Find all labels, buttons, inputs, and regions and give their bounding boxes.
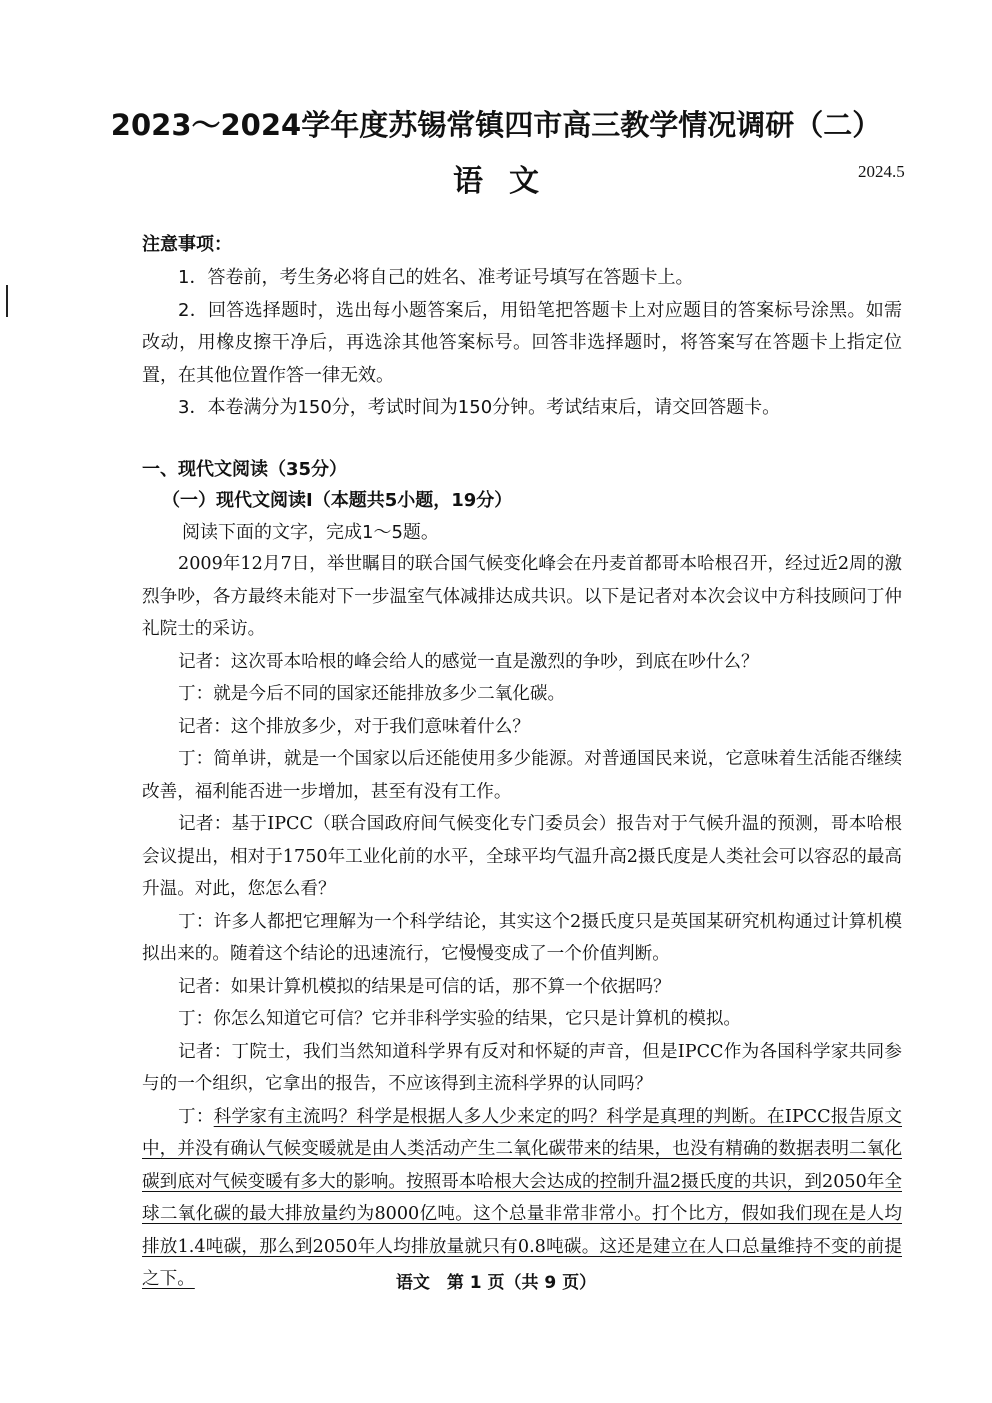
passage-paragraph: 丁：许多人都把它理解为一个科学结论，其实这个2摄氏度只是英国某研究机构通过计算机模拟出来的。随着这个结论的迅速流行，它慢慢变成了一个价值判断。: [142, 911, 902, 964]
passage-paragraph: 丁：简单讲，就是一个国家以后还能使用多少能源。对普通国民来说，它意味着生活能否继续改善，福利能否进一步增加，甚至有没有工作。: [142, 749, 902, 802]
passage-paragraph: 2009年12月7日，举世瞩目的联合国气候变化峰会在丹麦首都哥本哈根召开，经过近2周的激烈争吵，各方最终未能对下一步温室气体减排达成共识。以下是记者对本次会议中方科技顾问丁仲礼院士的采访。: [142, 554, 902, 639]
passage-paragraph: 丁：就是今后不同的国家还能排放多少二氧化碳。: [178, 684, 566, 704]
notes-heading: 注意事项：: [142, 234, 232, 255]
note-item: 2．回答选择题时，选出每小题答案后，用铅笔把答题卡上对应题目的答案标号涂黑。如需改动，用橡皮擦干净后，再选涂其他答案标号。回答非选择题时，将答案写在答题卡上指定位置，在其他位置作答一律无效。: [142, 299, 902, 386]
passage-paragraph: 记者：这次哥本哈根的峰会给人的感觉一直是激烈的争吵，到底在吵什么？: [178, 651, 759, 672]
reading-passage: [142, 548, 902, 1296]
notes-list: [142, 262, 902, 425]
passage-paragraph: 记者：丁院士，我们当然知道科学界有反对和怀疑的声音，但是IPCC作为各国科学家共同参与的一个组织，它拿出的报告，不应该得到主流科学界的认同吗？: [142, 1041, 902, 1094]
speaker-label: 丁：: [178, 1106, 214, 1127]
section-subheading: （一）现代文阅读Ⅰ（本题共5小题，19分）: [162, 490, 513, 511]
exam-title: 2023～2024学年度苏锡常镇四市高三教学情况调研（二）: [110, 108, 882, 142]
scan-margin-mark: [6, 285, 8, 317]
section-heading: 一、现代文阅读（35分）: [142, 459, 348, 480]
note-item: 1．答卷前，考生务必将自己的姓名、准考证号填写在答题卡上。: [178, 267, 694, 288]
exam-date: 2024.5: [858, 162, 905, 181]
passage-paragraph: 记者：如果计算机模拟的结果是可信的话，那不算一个依据吗？: [178, 976, 671, 997]
subject-title: 语文: [453, 164, 565, 199]
passage-paragraph-underlined: [142, 1101, 902, 1296]
passage-paragraph: 记者：基于IPCC（联合国政府间气候变化专门委员会）报告对于气候升温的预测，哥本哈根会议提出，相对于1750年工业化前的水平，全球平均气温升高2摄氏度是人类社会可以容忍的最高升温。对此，您怎么看？: [142, 814, 902, 899]
passage-paragraph: 丁：你怎么知道它可信？它并非科学实验的结果，它只是计算机的模拟。: [178, 1009, 742, 1029]
underlined-text: 科学家有主流吗？科学是根据人多人少来定的吗？科学是真理的判断。在IPCC报告原文中，并没有确认气候变暖就是由人类活动产生二氧化碳带来的结果，也没有精确的数据表明二氧化碳到底对气候变暖有多大的影响。按照哥本哈根大会达成的控制升温2摄氏度的共识，到2050年全球二氧化碳的最大排放量约为8000亿吨。这个总量非常非常小。打个比方，假如我们现在是人均排放1.4吨碳，那么到2050年人均排放量就只有0.8吨碳。这还是建立在人口总量维持不变的前提之下。: [142, 1106, 902, 1289]
reading-instruction: 阅读下面的文字，完成1～5题。: [182, 522, 439, 543]
note-item: 3．本卷满分为150分，考试时间为150分钟。考试结束后，请交回答题卡。: [178, 397, 781, 418]
passage-paragraph: 记者：这个排放多少，对于我们意味着什么？: [178, 716, 530, 737]
page-footer: 语文 第 1 页（共 9 页）: [395, 1273, 597, 1293]
